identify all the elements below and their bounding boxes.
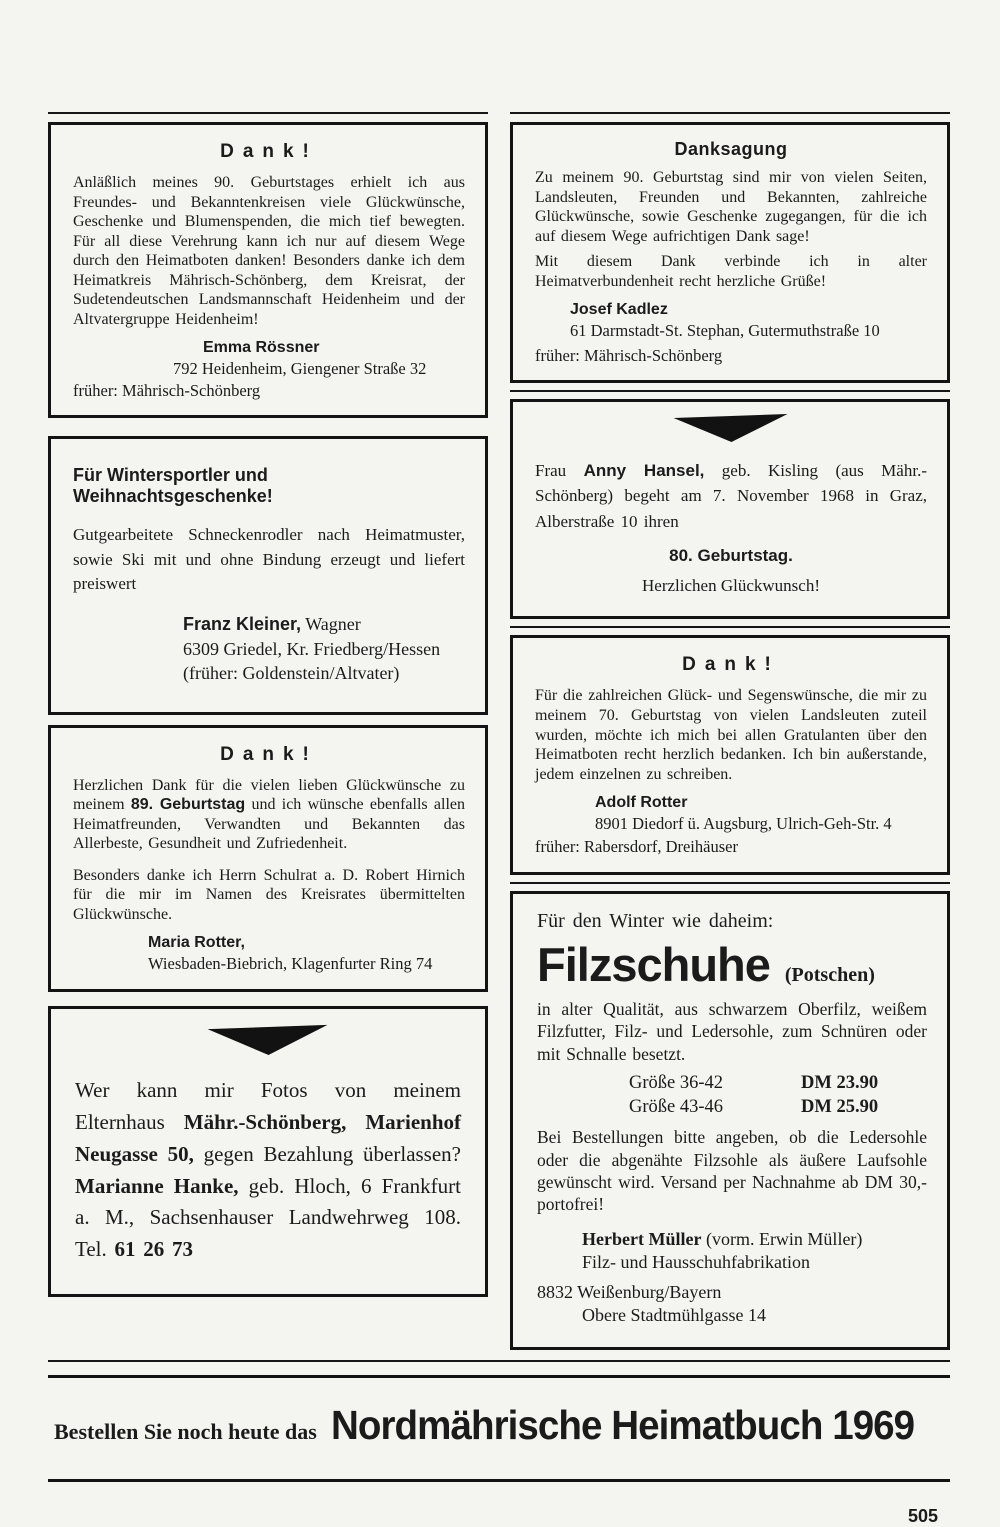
- size-label: Größe 36-42: [629, 1073, 724, 1094]
- ad-winter-sports: [48, 436, 488, 715]
- notice-body-2: Mit diesem Dank verbinde ich in alter Heimatverbundenheit recht herzliche Grüße!: [535, 253, 927, 290]
- former-residence: früher: Mährisch-Schönberg: [73, 380, 261, 400]
- ad-title: Für Wintersportler und Weihnachtsgeschenke!: [73, 465, 273, 506]
- signature-name: Franz Kleiner, Wagner: [183, 613, 361, 634]
- notice-title: Dank!: [682, 654, 780, 676]
- ad-product-row: [537, 937, 927, 991]
- notice-body: Wer kann mir Fotos von meinem Elternhaus Mähr.-Schönberg, Marienhof Neugasse 50, gegen Bezahlung überlassen? Marianne Hanke, geb. Hloch, 6 Frankfurt a. M., Sachsenhauser Landwehrweg 108. Tel. 61 26 73: [75, 1077, 461, 1262]
- banner-lead-text: Bestellen Sie noch heute das: [54, 1419, 317, 1445]
- notice-body-1: Herzlichen Dank für die vielen lieben Glückwünsche zu meinem 89. Geburtstag und ich wünsche ebenfalls allen Heimatfreunden, Verwandten und Bekannten das Allerbeste, Gesundheit und Zufriedenheit.: [73, 776, 466, 853]
- left-column: [48, 112, 488, 1297]
- product-name: Filzschuhe: [537, 937, 770, 991]
- banner-book-title: Nordmährische Heimatbuch 1969: [330, 1402, 914, 1449]
- signature-name: Adolf Rotter: [595, 794, 688, 812]
- size-label: Größe 43-46: [629, 1097, 724, 1118]
- spacer: [48, 992, 488, 1006]
- divider-triangle-icon: [674, 414, 789, 444]
- ad-felt-shoes: [510, 891, 950, 1350]
- bottom-separator-rule: [48, 1360, 950, 1362]
- signature-name: Emma Rössner: [203, 339, 320, 357]
- column-top-rule: [510, 112, 950, 114]
- ad-intro-line: Für den Winter wie daheim:: [537, 909, 774, 932]
- divider-triangle-icon: [208, 1025, 329, 1057]
- section-divider-rule: [510, 390, 950, 392]
- notice-body-1: Zu meinem 90. Geburtstag sind mir von vielen Seiten, Landsleuten, Freunden und Bekannten, zahlreiche Glückwünsche, sowie Geschenke zugegangen, für die ich auf diesem Wege aufrichtigen Dank sage!: [535, 169, 927, 245]
- notice-thanks-70th-birthday: [510, 635, 950, 874]
- signature-address: 61 Darmstadt-St. Stephan, Gutermuthstraße 10: [570, 321, 880, 341]
- notice-title: Dank!: [220, 743, 318, 765]
- notice-photo-request: [48, 1006, 488, 1297]
- book-order-banner: [48, 1375, 950, 1482]
- right-column: [510, 112, 950, 1350]
- ad-body: Gutgearbeitete Schneckenrodler nach Heimatmuster, sowie Ski mit und ohne Bindung erzeugt und liefert preiswert: [73, 525, 465, 594]
- spacer: [48, 418, 488, 436]
- former-residence: früher: Rabersdorf, Dreihäuser: [535, 837, 738, 857]
- section-divider-rule: [510, 626, 950, 628]
- signature-address: Wiesbaden-Biebrich, Klagenfurter Ring 74: [148, 954, 433, 974]
- seller-address-1: 8832 Weißenburg/Bayern: [537, 1281, 722, 1302]
- order-info: Bei Bestellungen bitte angeben, ob die Ledersohle oder die abgenähte Filzsohle als äußere Laufsohle gewünscht wird. Versand per Nachnahme ab DM 30,- portofrei!: [537, 1127, 927, 1215]
- notice-body: Anläßlich meines 90. Geburtstages erhielt ich aus Freundes- und Bekanntenkreisen viele Glückwünsche, Geschenke und Blumenspenden, die mich tief bewegten. Für all diese Verehrung kann ich nur auf diesem Wege durch den Heimatboten danken! Besonders danke ich dem Heimatkreis Mährisch-Schönberg, dem Kreisrat, der Sudetendeutschen Landsmannschaft Heidenheim und der Altvatergruppe Heidenheim!: [73, 174, 465, 328]
- signature-address: 8901 Diedorf ü. Augsburg, Ulrich-Geh-Str. 4: [595, 814, 892, 834]
- notice-80th-birthday: [510, 399, 950, 620]
- notice-body: Frau Anny Hansel, geb. Kisling (aus Mähr.-Schönberg) begeht am 7. November 1968 in Graz, Alberstraße 10 ihren: [535, 460, 927, 531]
- column-top-rule: [48, 112, 488, 114]
- notice-thanks-90th-birthday: [48, 122, 488, 418]
- notice-body-2: Besonders danke ich Herrn Schulrat a. D. Robert Hirnich für die mir im Namen des Kreisrates übermittelten Glückwünsche.: [73, 866, 465, 923]
- price-row: [537, 1095, 927, 1119]
- notice-danksagung-90th: [510, 122, 950, 383]
- notice-title: Danksagung: [674, 139, 788, 159]
- birthday-heading: 80. Geburtstag.: [669, 546, 793, 566]
- seller-business: Filz- und Hausschuhfabrikation: [582, 1252, 810, 1273]
- signature-name: Josef Kadlez: [570, 301, 668, 319]
- spacer: [48, 715, 488, 725]
- product-description: in alter Qualität, aus schwarzem Oberfilz, weißem Filzfutter, Filz- und Ledersohle, zum Schnüren oder mit Schnalle besetzt.: [537, 998, 927, 1064]
- notice-thanks-89th-birthday: [48, 725, 488, 992]
- product-subname: (Potschen): [784, 963, 875, 986]
- price-value: DM 25.90: [801, 1097, 879, 1118]
- price-row: [537, 1071, 927, 1095]
- seller-name: Herbert Müller (vorm. Erwin Müller): [582, 1228, 863, 1249]
- signature-address: 6309 Griedel, Kr. Friedberg/Hessen: [183, 639, 441, 660]
- former-residence: früher: Mährisch-Schönberg: [535, 345, 723, 365]
- notice-title: Dank!: [220, 141, 318, 162]
- former-residence: (früher: Goldenstein/Altvater): [183, 663, 400, 684]
- signature-address: 792 Heidenheim, Giengener Straße 32: [173, 359, 427, 379]
- signature-name: Maria Rotter,: [148, 934, 245, 952]
- page-number: 505: [907, 1506, 938, 1527]
- notice-body: Für die zahlreichen Glück- und Segenswünsche, die mir zu meinem 70. Geburtstag von vielen Landsleuten zuteil wurden, möchte ich mich bei allen Gratulanten über den Heimatboten recht herzlich bedanken. Ich bin außerstande, jedem einzelnen zu schreiben.: [535, 687, 927, 783]
- congratulation-line: Herzlichen Glückwunsch!: [642, 576, 820, 596]
- content-columns: [48, 112, 950, 1350]
- price-value: DM 23.90: [801, 1073, 879, 1094]
- seller-address-2: Obere Stadtmühlgasse 14: [582, 1304, 766, 1325]
- section-divider-rule: [510, 882, 950, 884]
